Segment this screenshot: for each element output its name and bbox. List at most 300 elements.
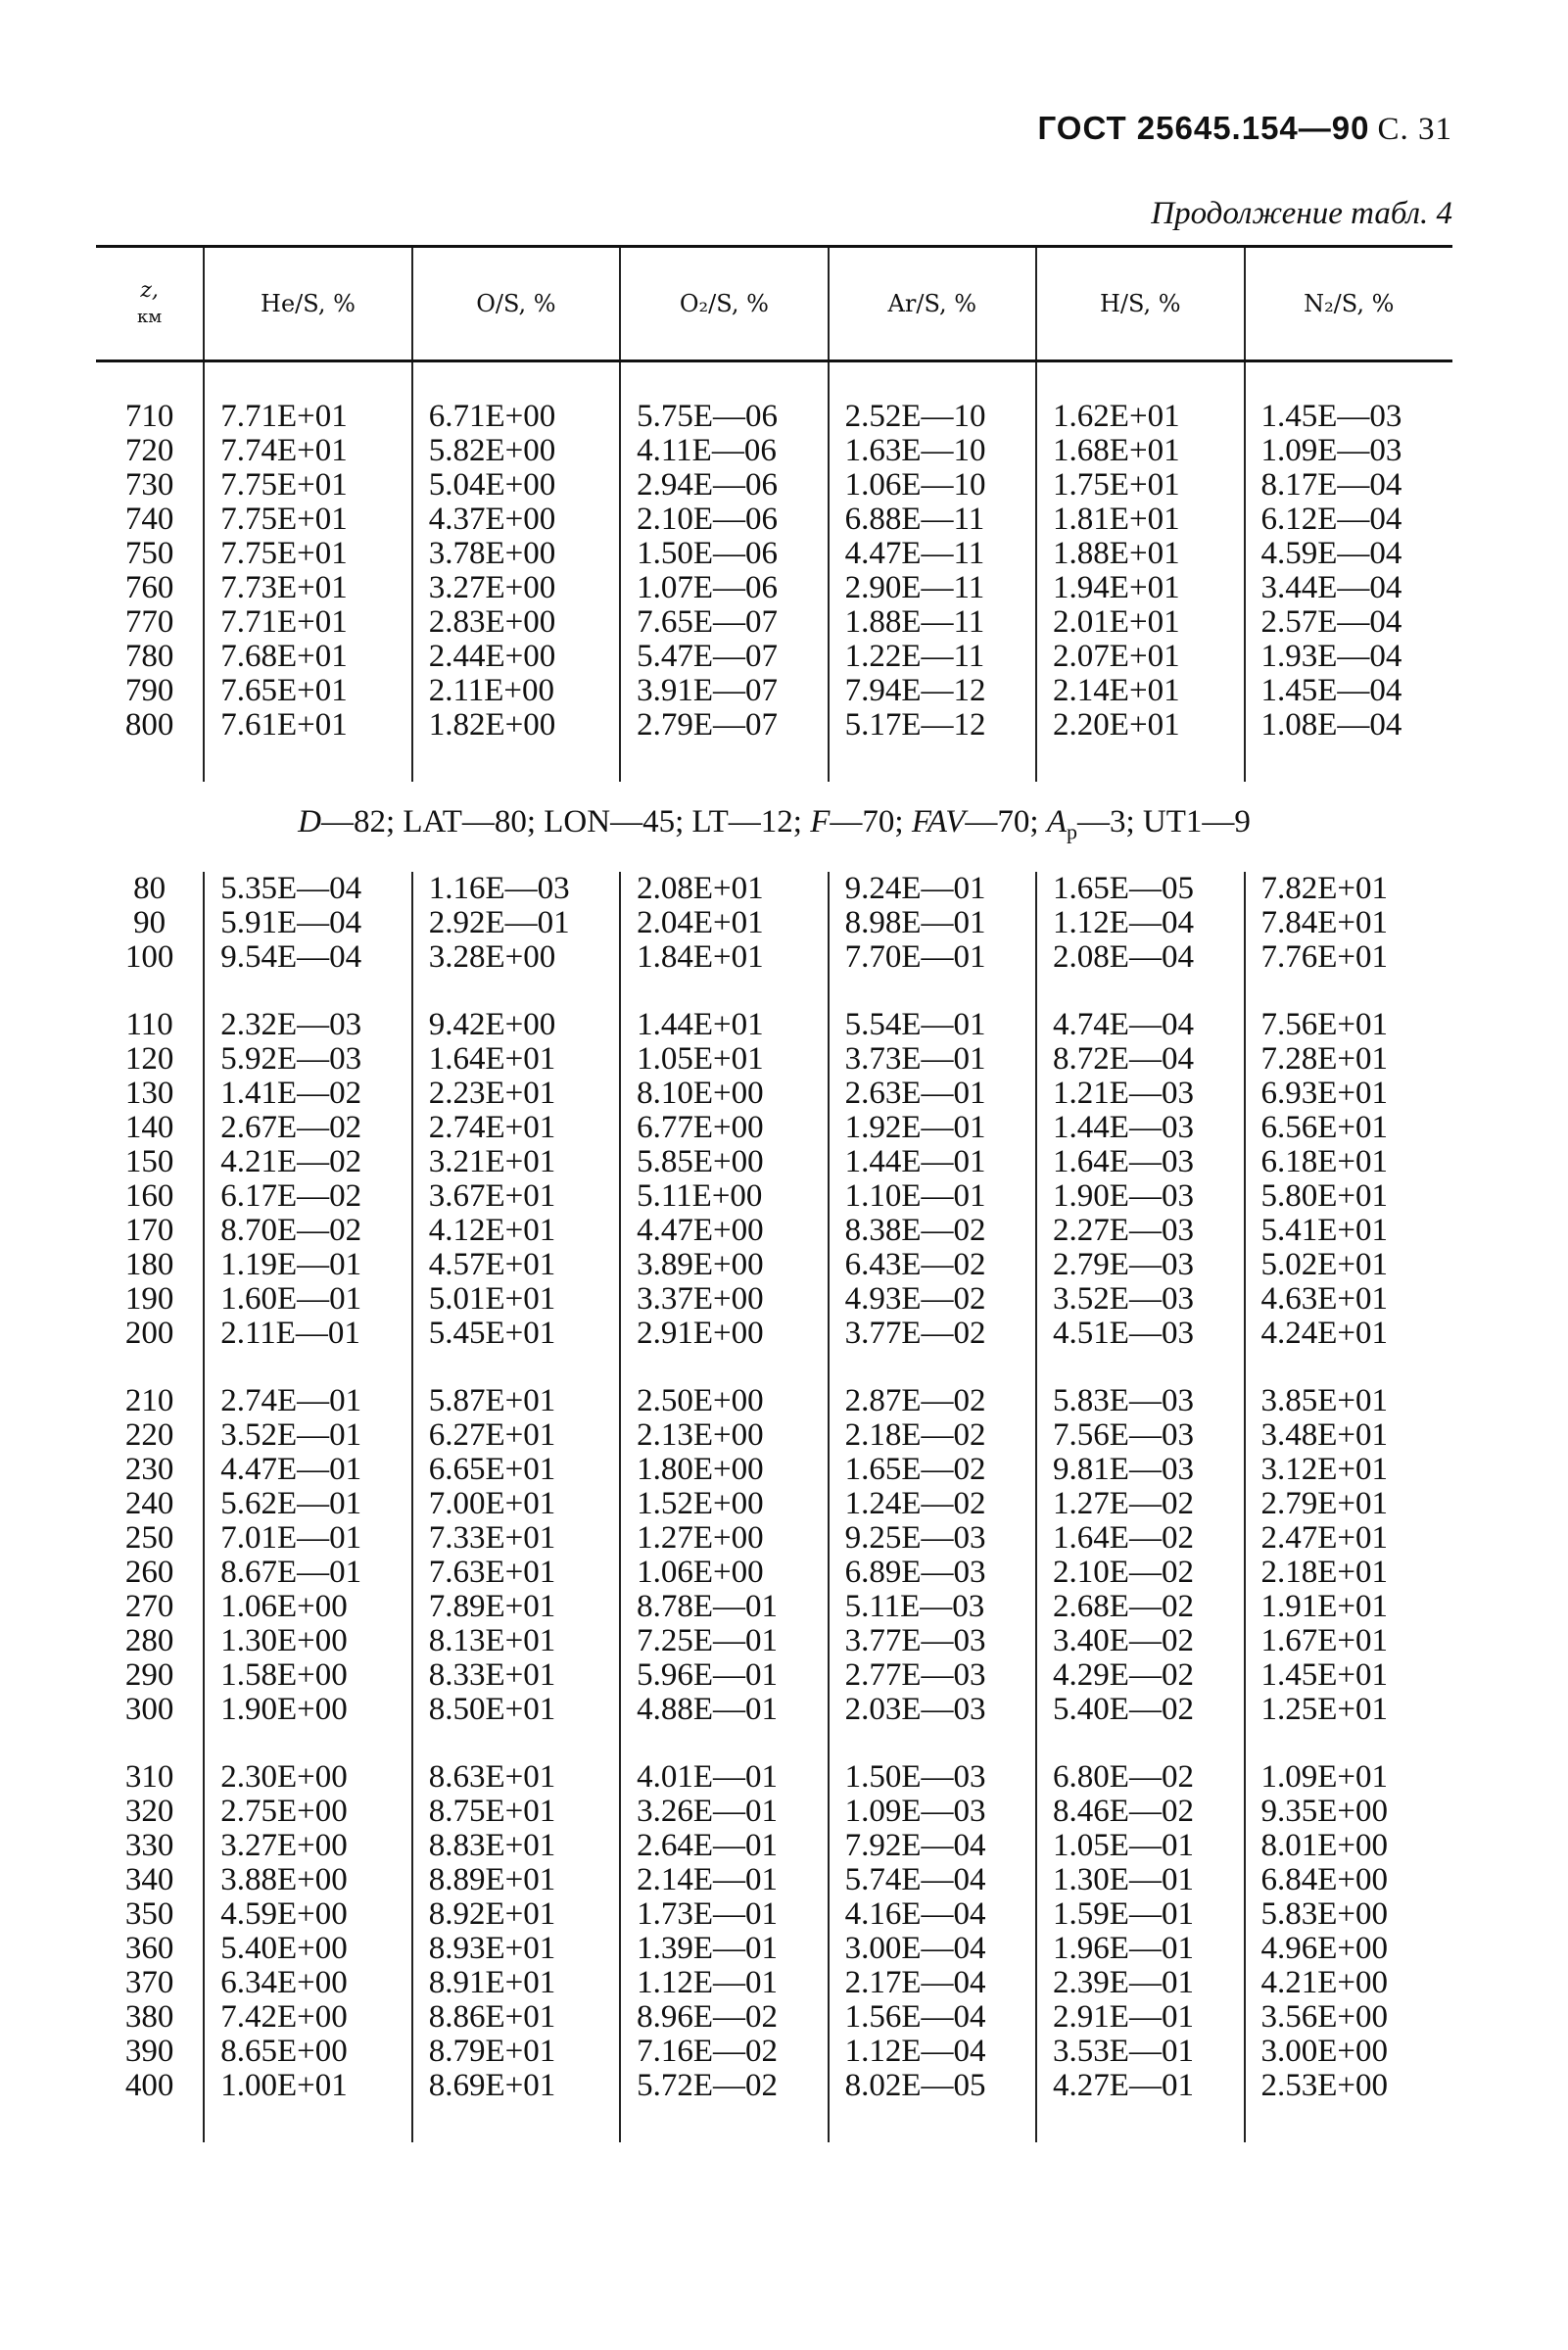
cell-n2: 4.59E—04 [1245,537,1453,571]
cell-o: 8.75E+01 [412,1795,620,1829]
table-row [96,1760,1452,1795]
table-row [96,434,1452,468]
cell-o2: 2.13E+00 [620,1418,828,1453]
page-number: С. 31 [1377,112,1452,147]
cell-ar: 7.94E—12 [829,674,1036,708]
cell-ar: 2.63E—01 [829,1077,1036,1111]
cell-ar: 7.70E—01 [829,940,1036,975]
cell-o: 5.45E+01 [412,1317,620,1351]
cell-o2: 3.37E+00 [620,1282,828,1317]
table-row [96,640,1452,674]
block-end-spacer [96,743,1452,782]
cell-n2: 1.09E+01 [1245,1760,1453,1795]
cell-o: 8.33E+01 [412,1658,620,1693]
cell-o: 2.44E+00 [412,640,620,674]
cell-he: 7.65E+01 [204,674,411,708]
cell-altitude: 320 [124,1794,174,1829]
table-row [96,1145,1452,1179]
table-row [96,1863,1452,1897]
cell-altitude: 170 [124,1213,174,1248]
cell-n2: 1.09E—03 [1245,434,1453,468]
cell-o: 3.28E+00 [412,940,620,975]
spacer-cell [1245,1351,1453,1384]
conditions-text [298,803,1251,844]
table-row [96,1829,1452,1863]
cell-n2: 1.93E—04 [1245,640,1453,674]
table-row [96,571,1452,605]
cell-n2: 6.84E+00 [1245,1863,1453,1897]
cell-o: 5.82E+00 [412,434,620,468]
cell-he: 3.88E+00 [204,1863,411,1897]
table-row [96,940,1452,975]
column-header-ar: Ar/S, % [829,247,1036,361]
cell-ar: 6.89E—03 [829,1556,1036,1590]
cell-n2: 5.41E+01 [1245,1214,1453,1248]
table-row [96,605,1452,640]
cell-h: 1.64E—02 [1036,1521,1244,1556]
cell-o: 2.11E+00 [412,674,620,708]
cell-altitude: 280 [124,1623,174,1658]
cell-o2: 6.77E+00 [620,1111,828,1145]
data-table [96,245,1452,2142]
cell-o: 1.16E—03 [412,872,620,906]
cell-n2: 4.63E+01 [1245,1282,1453,1317]
cell-o2: 1.12E—01 [620,1966,828,2000]
cell-o: 8.13E+01 [412,1624,620,1658]
cell-o: 6.65E+01 [412,1453,620,1487]
table-end-spacer [96,2103,1452,2142]
cell-h: 1.81E+01 [1036,503,1244,537]
table-row [96,2000,1452,2035]
cell-ar: 1.44E—01 [829,1145,1036,1179]
cell-ar: 5.17E—12 [829,708,1036,743]
cell-altitude: 120 [124,1041,174,1077]
column-header-he: He/S, % [204,247,411,361]
cell-ar: 2.90E—11 [829,571,1036,605]
cell-o: 5.87E+01 [412,1384,620,1418]
page-header [1038,110,1453,148]
cell-he: 1.90E+00 [204,1693,411,1727]
spacer-cell [204,975,411,1008]
cell-he: 6.34E+00 [204,1966,411,2000]
cell-altitude: 790 [124,673,174,708]
cell-ar: 5.54E—01 [829,1008,1036,1042]
table-row [96,1317,1452,1351]
cell-h: 4.51E—03 [1036,1317,1244,1351]
cell-altitude: 350 [124,1896,174,1932]
cell-h: 1.64E—03 [1036,1145,1244,1179]
cell-he: 7.73E+01 [204,571,411,605]
cond-fav-val: —70; [965,803,1047,839]
cell-o2: 2.04E+01 [620,906,828,940]
cell-he: 2.74E—01 [204,1384,411,1418]
cell-he: 7.42E+00 [204,2000,411,2035]
cell-o2: 3.91E—07 [620,674,828,708]
cell-ar: 8.02E—05 [829,2069,1036,2103]
cell-o: 5.04E+00 [412,468,620,503]
cell-o2: 2.10E—06 [620,503,828,537]
cell-ar: 1.09E—03 [829,1795,1036,1829]
conditions-row [96,782,1452,872]
table-row [96,1008,1452,1042]
cell-ar: 1.56E—04 [829,2000,1036,2035]
spacer-cell [1036,2103,1244,2142]
cell-altitude: 210 [124,1383,174,1418]
table-row [96,1556,1452,1590]
table-row [96,503,1452,537]
cell-o2: 4.47E+00 [620,1214,828,1248]
cell-altitude: 340 [124,1862,174,1897]
cell-altitude: 200 [124,1316,174,1351]
table-row [96,1521,1452,1556]
cell-o: 2.92E—01 [412,906,620,940]
cell-h: 1.27E—02 [1036,1487,1244,1521]
cond-fav: FAV [911,803,966,839]
group-gap [96,1351,1452,1384]
cell-o: 8.50E+01 [412,1693,620,1727]
cell-o2: 2.79E—07 [620,708,828,743]
column-header-o2: O₂/S, % [620,247,828,361]
cell-n2: 7.56E+01 [1245,1008,1453,1042]
cell-ar: 2.18E—02 [829,1418,1036,1453]
cell-o: 2.23E+01 [412,1077,620,1111]
cell-h: 4.74E—04 [1036,1008,1244,1042]
cell-h: 8.46E—02 [1036,1795,1244,1829]
cell-o2: 5.96E—01 [620,1658,828,1693]
cell-he: 2.67E—02 [204,1111,411,1145]
table-row [96,1042,1452,1077]
spacer-cell [1036,975,1244,1008]
cell-o: 6.27E+01 [412,1418,620,1453]
spacer-cell [829,1727,1036,1760]
cell-he: 4.59E+00 [204,1897,411,1932]
spacer-cell [1036,1727,1244,1760]
cell-n2: 9.35E+00 [1245,1795,1453,1829]
cell-altitude: 370 [124,1965,174,2000]
cell-h: 2.14E+01 [1036,674,1244,708]
cell-he: 1.00E+01 [204,2069,411,2103]
cell-altitude: 730 [124,467,174,503]
table-row [96,708,1452,743]
cell-o: 3.67E+01 [412,1179,620,1214]
cell-o2: 1.39E—01 [620,1932,828,1966]
cell-n2: 1.91E+01 [1245,1590,1453,1624]
cell-ar: 1.24E—02 [829,1487,1036,1521]
cell-o: 4.57E+01 [412,1248,620,1282]
standard-number: ГОСТ 25645.154—90 [1037,110,1370,146]
cell-altitude: 780 [124,639,174,674]
cell-o2: 1.44E+01 [620,1008,828,1042]
cell-h: 1.94E+01 [1036,571,1244,605]
cell-ar: 2.03E—03 [829,1693,1036,1727]
cell-o2: 2.50E+00 [620,1384,828,1418]
spacer-cell [412,1351,620,1384]
cell-n2: 6.56E+01 [1245,1111,1453,1145]
spacer-cell [620,361,828,401]
spacer-cell [620,743,828,782]
cell-ar: 2.77E—03 [829,1658,1036,1693]
cell-n2: 6.12E—04 [1245,503,1453,537]
cell-n2: 6.18E+01 [1245,1145,1453,1179]
table-row [96,2069,1452,2103]
cell-he: 7.75E+01 [204,468,411,503]
cell-o: 6.71E+00 [412,400,620,434]
table-row [96,1282,1452,1317]
table-row [96,537,1452,571]
spacer-cell [96,975,204,1008]
cell-o2: 4.11E—06 [620,434,828,468]
cell-h: 1.59E—01 [1036,1897,1244,1932]
cell-h: 2.91E—01 [1036,2000,1244,2035]
cell-ar: 2.17E—04 [829,1966,1036,2000]
spacer-cell [412,743,620,782]
cell-n2: 2.79E+01 [1245,1487,1453,1521]
table-header-row [96,247,1452,361]
spacer-cell [1245,975,1453,1008]
cell-n2: 4.24E+01 [1245,1317,1453,1351]
cell-o2: 5.75E—06 [620,400,828,434]
cell-altitude: 300 [124,1692,174,1727]
cell-h: 3.40E—02 [1036,1624,1244,1658]
column-header-altitude [96,247,204,361]
cell-h: 2.39E—01 [1036,1966,1244,2000]
cell-altitude: 800 [124,707,174,743]
spacer-cell [829,361,1036,401]
table-row [96,2035,1452,2069]
cell-altitude: 230 [124,1452,174,1487]
cell-o2: 8.96E—02 [620,2000,828,2035]
spacer-cell [204,1351,411,1384]
cell-o2: 7.65E—07 [620,605,828,640]
cell-ar: 1.65E—02 [829,1453,1036,1487]
spacer-cell [412,1727,620,1760]
cell-ar: 6.43E—02 [829,1248,1036,1282]
spacer-cell [1036,1351,1244,1384]
cell-h: 5.40E—02 [1036,1693,1244,1727]
cell-ar: 3.77E—03 [829,1624,1036,1658]
cell-h: 6.80E—02 [1036,1760,1244,1795]
cell-altitude: 720 [124,433,174,468]
table-row [96,1453,1452,1487]
cell-ar: 2.87E—02 [829,1384,1036,1418]
table-row [96,1248,1452,1282]
cell-o: 4.37E+00 [412,503,620,537]
cell-ar: 3.77E—02 [829,1317,1036,1351]
cell-n2: 4.21E+00 [1245,1966,1453,2000]
cell-o2: 1.52E+00 [620,1487,828,1521]
cell-o2: 1.07E—06 [620,571,828,605]
spacer-cell [204,743,411,782]
cell-altitude: 260 [124,1555,174,1590]
cond-a-val: —3; UT1—9 [1076,803,1251,839]
cell-o2: 4.88E—01 [620,1693,828,1727]
cell-he: 7.75E+01 [204,503,411,537]
cell-altitude: 90 [133,905,166,940]
cell-h: 1.90E—03 [1036,1179,1244,1214]
cell-h: 4.29E—02 [1036,1658,1244,1693]
cell-n2: 5.80E+01 [1245,1179,1453,1214]
cell-h: 2.20E+01 [1036,708,1244,743]
cell-he: 5.92E—03 [204,1042,411,1077]
cell-o: 7.33E+01 [412,1521,620,1556]
cell-ar: 7.92E—04 [829,1829,1036,1863]
cell-o: 8.89E+01 [412,1863,620,1897]
cell-n2: 2.53E+00 [1245,2069,1453,2103]
cell-n2: 2.57E—04 [1245,605,1453,640]
cell-he: 1.60E—01 [204,1282,411,1317]
cell-he: 7.74E+01 [204,434,411,468]
table-row [96,1214,1452,1248]
table-continuation-label: Продолжение табл. 4 [1151,196,1452,231]
cell-altitude: 220 [124,1417,174,1453]
cell-h: 4.27E—01 [1036,2069,1244,2103]
cell-o2: 2.64E—01 [620,1829,828,1863]
table-row [96,1897,1452,1932]
cell-n2: 4.96E+00 [1245,1932,1453,1966]
cell-h: 2.27E—03 [1036,1214,1244,1248]
cell-n2: 7.82E+01 [1245,872,1453,906]
cell-altitude: 160 [124,1178,174,1214]
cell-he: 4.21E—02 [204,1145,411,1179]
cell-he: 1.58E+00 [204,1658,411,1693]
cond-a: A [1046,803,1067,839]
cell-n2: 1.67E+01 [1245,1624,1453,1658]
cell-o2: 7.25E—01 [620,1624,828,1658]
cell-o: 3.27E+00 [412,571,620,605]
table-row [96,674,1452,708]
block-top-spacer [96,361,1452,401]
spacer-cell [1036,743,1244,782]
table-row [96,1077,1452,1111]
table-row [96,1966,1452,2000]
cell-ar: 1.92E—01 [829,1111,1036,1145]
cell-o2: 2.08E+01 [620,872,828,906]
cell-altitude: 360 [124,1931,174,1966]
cell-o: 7.63E+01 [412,1556,620,1590]
cell-ar: 1.63E—10 [829,434,1036,468]
cell-o2: 2.94E—06 [620,468,828,503]
group-gap [96,1727,1452,1760]
cell-ar: 3.00E—04 [829,1932,1036,1966]
cell-h: 1.12E—04 [1036,906,1244,940]
cell-n2: 5.83E+00 [1245,1897,1453,1932]
cell-n2: 5.02E+01 [1245,1248,1453,1282]
spacer-cell [96,2103,204,2142]
cell-altitude: 750 [124,536,174,571]
cell-ar: 4.93E—02 [829,1282,1036,1317]
cell-h: 2.08E—04 [1036,940,1244,975]
cell-o: 8.79E+01 [412,2035,620,2069]
cell-n2: 1.45E+01 [1245,1658,1453,1693]
cell-he: 7.01E—01 [204,1521,411,1556]
cell-ar: 4.16E—04 [829,1897,1036,1932]
cell-n2: 2.47E+01 [1245,1521,1453,1556]
cell-n2: 3.12E+01 [1245,1453,1453,1487]
cell-altitude: 310 [124,1759,174,1795]
cell-n2: 7.76E+01 [1245,940,1453,975]
table-row [96,1590,1452,1624]
cell-he: 1.19E—01 [204,1248,411,1282]
spacer-cell [1245,2103,1453,2142]
cell-o2: 8.10E+00 [620,1077,828,1111]
cell-ar: 1.12E—04 [829,2035,1036,2069]
cell-ar: 5.11E—03 [829,1590,1036,1624]
cell-o: 8.63E+01 [412,1760,620,1795]
cell-o: 8.92E+01 [412,1897,620,1932]
cell-he: 2.11E—01 [204,1317,411,1351]
cell-ar: 3.73E—01 [829,1042,1036,1077]
cell-o: 2.74E+01 [412,1111,620,1145]
cell-n2: 2.18E+01 [1245,1556,1453,1590]
cell-h: 5.83E—03 [1036,1384,1244,1418]
table-row [96,906,1452,940]
cell-he: 8.67E—01 [204,1556,411,1590]
cell-o: 3.21E+01 [412,1145,620,1179]
column-header-h: H/S, % [1036,247,1244,361]
cell-h: 1.21E—03 [1036,1077,1244,1111]
cell-he: 3.27E+00 [204,1829,411,1863]
spacer-cell [829,743,1036,782]
cell-h: 1.68E+01 [1036,434,1244,468]
spacer-cell [620,1727,828,1760]
cell-he: 5.62E—01 [204,1487,411,1521]
cell-o2: 3.89E+00 [620,1248,828,1282]
table-row [96,1795,1452,1829]
cell-n2: 7.28E+01 [1245,1042,1453,1077]
cell-h: 2.79E—03 [1036,1248,1244,1282]
cell-h: 1.05E—01 [1036,1829,1244,1863]
cell-he: 5.40E+00 [204,1932,411,1966]
cell-altitude: 290 [124,1657,174,1693]
cell-he: 4.47E—01 [204,1453,411,1487]
cell-o: 8.86E+01 [412,2000,620,2035]
cell-n2: 1.45E—03 [1245,400,1453,434]
cell-o2: 1.50E—06 [620,537,828,571]
cell-o2: 3.26E—01 [620,1795,828,1829]
cell-he: 2.30E+00 [204,1760,411,1795]
cell-altitude: 240 [124,1486,174,1521]
spacer-cell [1245,1727,1453,1760]
cell-he: 1.06E+00 [204,1590,411,1624]
cell-h: 1.96E—01 [1036,1932,1244,1966]
cell-he: 3.52E—01 [204,1418,411,1453]
cell-ar: 1.50E—03 [829,1760,1036,1795]
cell-altitude: 740 [124,502,174,537]
spacer-cell [96,1727,204,1760]
cell-he: 1.30E+00 [204,1624,411,1658]
spacer-cell [1036,361,1244,401]
table-row [96,1693,1452,1727]
cell-h: 2.68E—02 [1036,1590,1244,1624]
cell-altitude: 270 [124,1589,174,1624]
cell-h: 3.53E—01 [1036,2035,1244,2069]
cell-altitude: 250 [124,1520,174,1556]
cell-h: 2.10E—02 [1036,1556,1244,1590]
cell-altitude: 180 [124,1247,174,1282]
cell-o2: 1.27E+00 [620,1521,828,1556]
cell-n2: 3.85E+01 [1245,1384,1453,1418]
cell-h: 1.62E+01 [1036,400,1244,434]
table-row [96,1384,1452,1418]
cell-he: 7.75E+01 [204,537,411,571]
cell-he: 7.61E+01 [204,708,411,743]
table-row [96,1487,1452,1521]
cell-h: 1.88E+01 [1036,537,1244,571]
cell-h: 7.56E—03 [1036,1418,1244,1453]
table-row [96,468,1452,503]
column-header-n2: N₂/S, % [1245,247,1453,361]
cell-ar: 8.38E—02 [829,1214,1036,1248]
